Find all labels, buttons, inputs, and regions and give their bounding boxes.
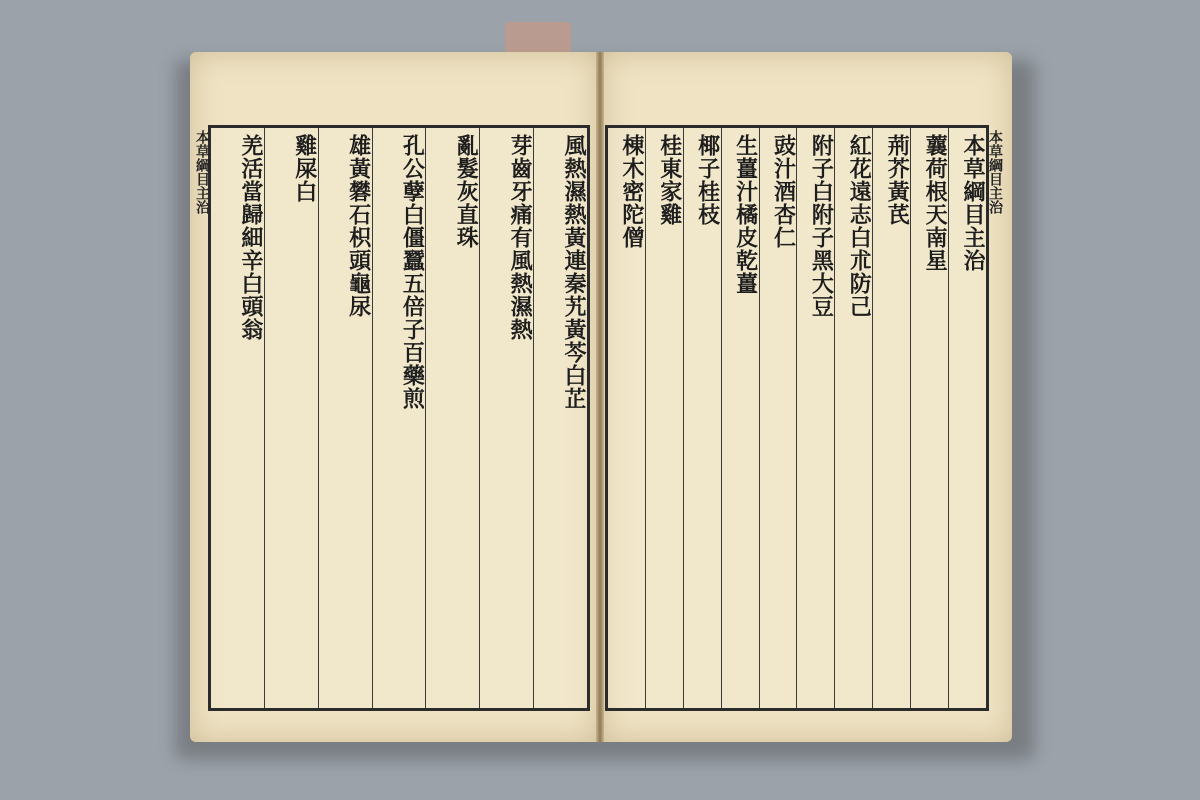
text-column: 亂髮灰直珠	[425, 128, 479, 708]
text-column: 生薑汁橘皮乾薑	[721, 128, 759, 708]
text-column: 本草綱目主治	[948, 128, 986, 708]
text-column: 椰子桂枝	[683, 128, 721, 708]
left-page-text-frame	[208, 125, 590, 711]
text-column: 芽齒牙痛有風熱濕熱	[479, 128, 533, 708]
text-column: 桂東家雞	[645, 128, 683, 708]
text-column: 棟木密陀僧	[618, 134, 645, 249]
right-margin-title: 本草綱目主治	[987, 130, 1003, 214]
text-column: 蘘荷根天南星	[910, 128, 948, 708]
book-gutter	[596, 52, 604, 742]
text-column: 孔公孽白僵蠶五倍子百藥煎	[372, 128, 426, 708]
text-column: 羌活當歸細辛白頭翁	[237, 134, 264, 341]
text-column: 附子白附子黑大豆	[796, 128, 834, 708]
text-column: 豉汁酒杏仁	[759, 128, 797, 708]
text-column: 雄黃礬石枳頭龜尿	[318, 128, 372, 708]
right-page-text-frame	[605, 125, 989, 711]
text-column: 紅花遠志白朮防己	[834, 128, 872, 708]
text-column: 風熱濕熱黃連秦艽黃芩白芷	[533, 128, 587, 708]
text-column: 雞屎白	[264, 128, 318, 708]
text-column: 荊芥黃芪	[872, 128, 910, 708]
left-margin-title: 本草綱目主治	[194, 130, 210, 214]
